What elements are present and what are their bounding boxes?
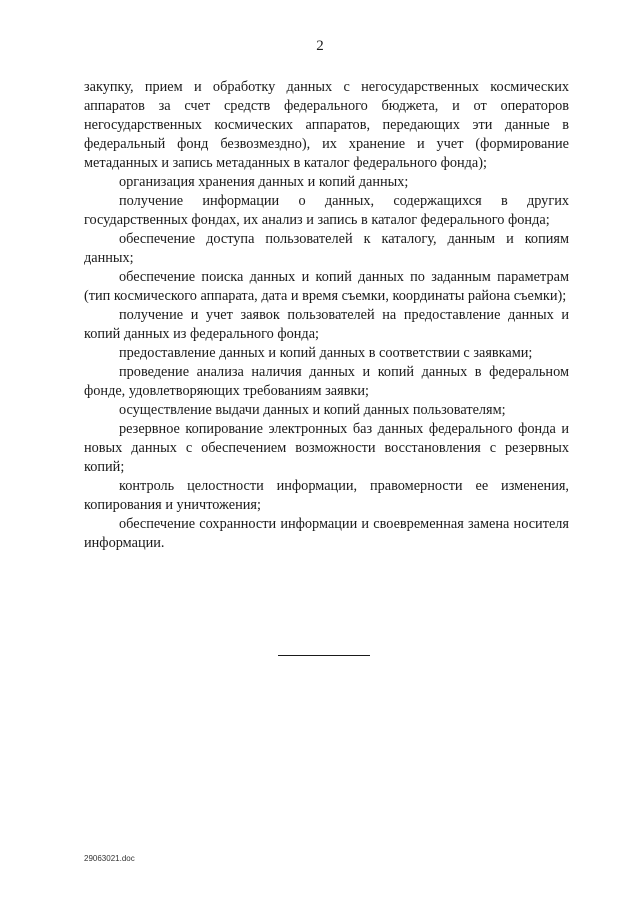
paragraph: закупку, прием и обработку данных с негосударственных космических аппаратов за счет средств федерального бюджета, и от операторов негосударственных космических аппаратов, передающих эти данные в федеральный фонд безвозмездно), их хранение и учет (формирование метаданных и запись метаданных в каталог федерального фонда); [84,79,569,171]
paragraph: проведение анализа наличия данных и копий данных в федеральном фонде, удовлетворяющих требованиям заявки; [84,364,569,399]
paragraph: осуществление выдачи данных и копий данных пользователям; [119,402,506,418]
paragraph: контроль целостности информации, правомерности ее изменения, копирования и уничтожения; [84,478,569,513]
paragraph: резервное копирование электронных баз данных федерального фонда и новых данных с обеспечением возможности восстановления с резервных копий; [84,421,569,475]
end-separator-line [278,655,370,656]
footer-file-name: 29063021.doc [84,854,135,863]
document-body [84,78,569,553]
page-number: 2 [316,38,324,54]
paragraph: получение информации о данных, содержащихся в других государственных фондах, их анализ и запись в каталог федерального фонда; [84,193,569,228]
paragraph: обеспечение доступа пользователей к каталогу, данным и копиям данных; [84,231,569,266]
paragraph: предоставление данных и копий данных в соответствии с заявками; [119,345,533,361]
paragraph: организация хранения данных и копий данных; [119,174,409,190]
paragraph: обеспечение сохранности информации и своевременная замена носителя информации. [84,516,569,551]
paragraph: обеспечение поиска данных и копий данных по заданным параметрам (тип космического аппарата, дата и время съемки, координаты района съемки); [84,269,569,304]
paragraph: получение и учет заявок пользователей на предоставление данных и копий данных из федерального фонда; [84,307,569,342]
